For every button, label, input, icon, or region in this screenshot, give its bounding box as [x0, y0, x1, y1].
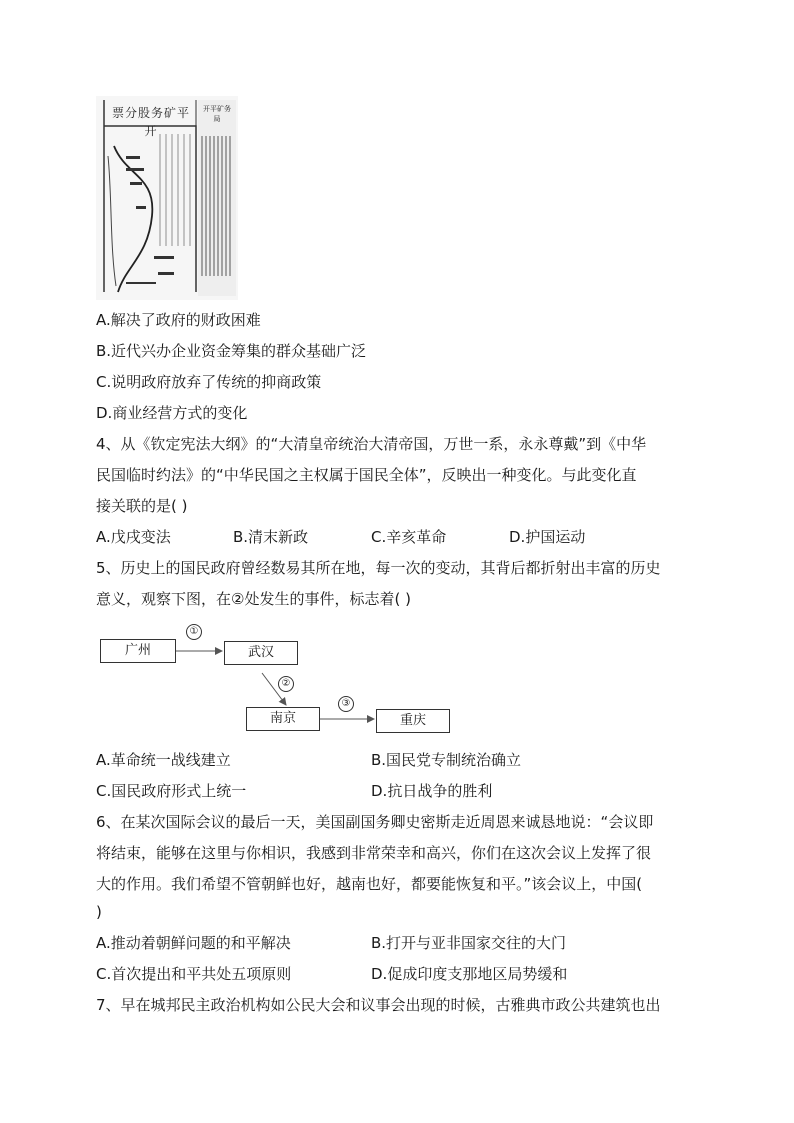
q6-stem-line-3: 大的作用。我们希望不管朝鲜也好，越南也好，都要能恢复和平。”该会议上，中国( — [96, 875, 643, 893]
marker-3: ③ — [338, 696, 354, 712]
q4-option-b: B.清末新政 — [233, 528, 309, 546]
q6-option-b: B.打开与亚非国家交往的大门 — [371, 934, 567, 952]
q4-stem-line-1: 4、从《钦定宪法大纲》的“大清皇帝统治大清帝国，万世一系，永永尊戴”到《中华 — [96, 435, 647, 453]
q4-option-a: A.戊戌变法 — [96, 528, 171, 546]
q7-stem-line-1: 7、早在城邦民主政治机构如公民大会和议事会出现的时候，古雅典市政公共建筑也出 — [96, 996, 661, 1014]
box-nanjing: 南京 — [246, 707, 320, 731]
box-chongqing: 重庆 — [376, 709, 450, 733]
marker-1: ① — [186, 624, 202, 640]
q6-option-d: D.促成印度支那地区局势缓和 — [371, 965, 568, 983]
q4-option-d: D.护国运动 — [509, 528, 586, 546]
certificate-header: 票分股务矿平开 — [111, 106, 190, 138]
q5-option-c: C.国民政府形式上统一 — [96, 782, 247, 800]
q3-option-d: D.商业经营方式的变化 — [96, 404, 248, 422]
q5-stem-line-2: 意义，观察下图，在②处发生的事件，标志着( ) — [96, 590, 411, 608]
certificate-side-header: 开平矿务局 — [203, 105, 231, 123]
q4-stem-line-3: 接关联的是( ) — [96, 497, 188, 515]
q3-option-a: A.解决了政府的财政困难 — [96, 311, 261, 329]
box-wuhan: 武汉 — [224, 641, 298, 665]
q6-stem-line-4: ) — [96, 903, 102, 921]
q3-option-c: C.说明政府放弃了传统的抑商政策 — [96, 373, 322, 391]
q6-option-c: C.首次提出和平共处五项原则 — [96, 965, 292, 983]
q5-option-d: D.抗日战争的胜利 — [371, 782, 493, 800]
q5-stem-line-1: 5、历史上的国民政府曾经数易其所在地，每一次的变动，其背后都折射出丰富的历史 — [96, 559, 661, 577]
q4-stem-line-2: 民国临时约法》的“中华民国之主权属于国民全体”，反映出一种变化。与此变化直 — [96, 466, 637, 484]
q5-option-b: B.国民党专制统治确立 — [371, 751, 522, 769]
q6-stem-line-1: 6、在某次国际会议的最后一天，美国副国务卿史密斯走近周恩来诚恳地说：“会议即 — [96, 813, 654, 831]
q6-stem-line-2: 将结束，能够在这里与你相识，我感到非常荣幸和高兴，你们在这次会议上发挥了很 — [96, 844, 652, 862]
q4-option-c: C.辛亥革命 — [371, 528, 447, 546]
q5-option-a: A.革命统一战线建立 — [96, 751, 231, 769]
box-guangzhou: 广州 — [100, 639, 176, 663]
marker-2: ② — [278, 676, 294, 692]
q3-option-b: B.近代兴办企业资金筹集的群众基础广泛 — [96, 342, 367, 360]
q6-option-a: A.推动着朝鲜问题的和平解决 — [96, 934, 291, 952]
